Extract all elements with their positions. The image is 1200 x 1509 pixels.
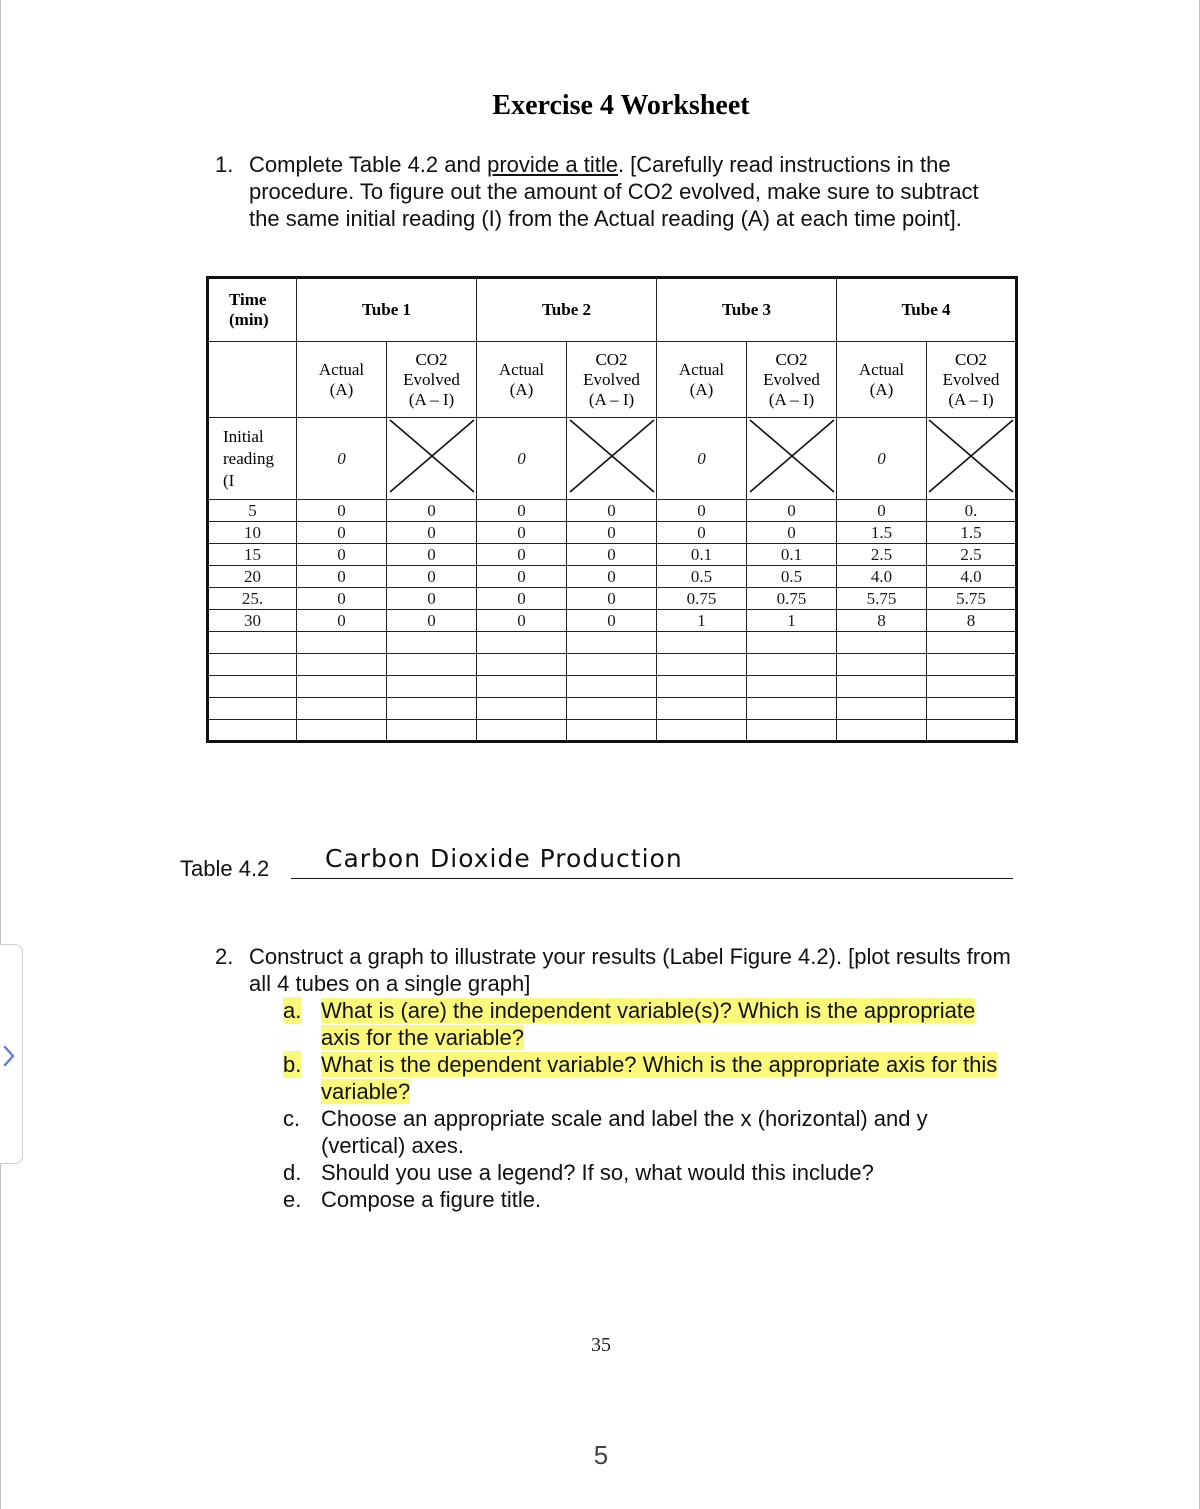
crossed-out-cell [387,418,477,500]
empty-cell [927,654,1017,676]
value-cell: 0 [567,544,657,566]
value-cell: 0 [297,500,387,522]
time-cell: 10 [208,522,297,544]
value-cell: 5.75 [837,588,927,610]
initial-value-cell: 0 [657,418,747,500]
value-cell: 0 [567,522,657,544]
initial-reading-label [208,418,297,500]
subquestion-letter: b. [283,1052,302,1077]
empty-table-row [208,720,1017,742]
value-cell: 0 [297,566,387,588]
empty-cell [927,698,1017,720]
empty-cell [208,720,297,742]
empty-cell [297,632,387,654]
co2-evolved-header [387,342,477,418]
value-cell: 0.5 [747,566,837,588]
actual-unit: (A) [509,379,534,399]
empty-cell [747,632,837,654]
subquestion-item [283,997,1003,1051]
co2-evolved-header [747,342,837,418]
empty-cell [927,632,1017,654]
empty-cell [477,654,567,676]
value-cell: 0 [657,500,747,522]
initial-label-line1: Initial [223,426,264,446]
empty-cell [297,676,387,698]
question-2-number: 2. [215,944,234,969]
table-row [208,522,1017,544]
value-cell: 0 [477,610,567,632]
value-cell: 0.1 [747,544,837,566]
empty-cell [837,632,927,654]
value-cell: 2.5 [837,544,927,566]
time-cell: 15 [208,544,297,566]
value-cell: 0 [477,544,567,566]
empty-cell [657,676,747,698]
tube-3-header: Tube 3 [657,278,837,342]
empty-cell [927,720,1017,742]
value-cell: 4.0 [927,566,1017,588]
table-row [208,544,1017,566]
question-1-underlined: provide a title [487,152,618,177]
empty-cell [837,720,927,742]
time-header-line2: (min) [229,310,269,329]
co2-label: CO2 [595,349,628,369]
cross-mark-icon [927,418,1015,494]
empty-cell [837,654,927,676]
value-cell: 0.75 [657,588,747,610]
side-panel-tab[interactable] [0,944,23,1164]
subquestion-item [283,1186,1003,1213]
value-cell: 0.1 [657,544,747,566]
data-table [206,276,1018,743]
actual-unit: (A) [329,379,354,399]
value-cell: 0 [477,522,567,544]
crossed-out-cell [927,418,1017,500]
column-header-row [208,342,1017,418]
evolved-label: Evolved [403,369,460,389]
empty-cell [477,676,567,698]
empty-cell [208,676,297,698]
value-cell: 0 [747,500,837,522]
value-cell: 0 [567,500,657,522]
value-cell: 0 [477,500,567,522]
value-cell: 0 [297,544,387,566]
tube-1-header: Tube 1 [297,278,477,342]
subquestion-item [283,1105,1003,1159]
empty-cell [657,698,747,720]
value-cell: 0 [657,522,747,544]
value-cell: 0 [567,588,657,610]
empty-cell [387,676,477,698]
page-number: 35 [591,1334,611,1356]
question-1-text [249,151,1015,232]
subquestion-item [283,1051,1003,1105]
value-cell: 0 [837,500,927,522]
footer-number: 5 [593,1440,609,1470]
subquestion-letter: e. [283,1187,302,1212]
empty-cell [387,632,477,654]
value-cell: 0 [747,522,837,544]
empty-table-row [208,698,1017,720]
actual-label: Actual [318,359,365,379]
empty-cell [297,720,387,742]
actual-header [837,342,927,418]
value-cell: 0. [927,500,1017,522]
question-1-number: 1. [215,152,234,177]
empty-table-row [208,654,1017,676]
co2-evolved-header [927,342,1017,418]
initial-label-line2: reading [223,448,274,468]
empty-cell [747,720,837,742]
value-cell: 0 [567,566,657,588]
value-cell: 2.5 [927,544,1017,566]
formula-label: (A – I) [408,389,455,409]
time-cell: 30 [208,610,297,632]
initial-label-line3: (I [223,470,235,490]
actual-unit: (A) [869,379,894,399]
empty-cell [657,720,747,742]
question-2-subitems [283,997,1003,1213]
time-cell: 25. [208,588,297,610]
tube-2-header: Tube 2 [477,278,657,342]
empty-cell [387,720,477,742]
co2-evolved-header [567,342,657,418]
subquestion-item [283,1159,1003,1186]
empty-cell [657,632,747,654]
value-cell: 0 [297,588,387,610]
table-row [208,588,1017,610]
time-cell: 20 [208,566,297,588]
evolved-label: Evolved [942,369,1000,389]
value-cell: 0 [477,566,567,588]
formula-label: (A – I) [948,389,994,409]
empty-cell [477,698,567,720]
value-cell: 8 [837,610,927,632]
cross-mark-icon [748,418,836,494]
tube-header-row [208,278,1017,342]
question-2 [215,943,1015,997]
subquestion-letter: a. [283,998,302,1023]
value-cell: 0.5 [657,566,747,588]
question-1-text-end: . [Carefully read instructions in the procedure. To figure out the amount of CO2 evolved, make sure to subtract the same initial reading (I) from the Actual reading (A) at each time point]. [249,152,979,231]
value-cell: 1 [747,610,837,632]
empty-cell [567,676,657,698]
question-1-text-start: Complete Table 4.2 and [249,152,488,177]
empty-table-row [208,676,1017,698]
empty-cell [657,654,747,676]
table-row [208,610,1017,632]
empty-cell [567,654,657,676]
actual-header [477,342,567,418]
page-title: Exercise 4 Worksheet [492,90,750,121]
co2-label: CO2 [954,349,988,369]
actual-header [657,342,747,418]
table-title-handwritten: Carbon Dioxide Production [325,844,683,873]
initial-value-cell: 0 [297,418,387,500]
evolved-label: Evolved [583,369,640,389]
crossed-out-cell [747,418,837,500]
time-cell: 5 [208,500,297,522]
empty-cell [208,632,297,654]
value-cell: 1 [657,610,747,632]
value-cell: 0 [297,522,387,544]
empty-cell [477,632,567,654]
empty-cell [837,698,927,720]
formula-label: (A – I) [768,389,815,409]
empty-cell [208,654,297,676]
blank-header-cell [208,342,297,418]
actual-header [297,342,387,418]
cross-mark-icon [388,418,476,494]
value-cell: 0 [387,500,477,522]
table-row [208,500,1017,522]
initial-reading-row [208,418,1017,500]
actual-unit: (A) [689,379,714,399]
time-header [208,278,297,342]
empty-cell [297,698,387,720]
tube-4-header: Tube 4 [837,278,1017,342]
empty-cell [387,654,477,676]
subquestion-text: Choose an appropriate scale and label the x (horizontal) and y (vertical) axes. [321,1106,928,1158]
value-cell: 0 [387,610,477,632]
value-cell: 0.75 [747,588,837,610]
crossed-out-cell [567,418,657,500]
empty-cell [747,654,837,676]
value-cell: 4.0 [837,566,927,588]
value-cell: 1.5 [927,522,1017,544]
value-cell: 0 [387,522,477,544]
empty-cell [927,676,1017,698]
empty-cell [747,698,837,720]
subquestion-letter: d. [283,1160,302,1185]
subquestion-text: What is the dependent variable? Which is the appropriate axis for this variable? [321,1052,998,1104]
empty-cell [837,676,927,698]
chevron-right-icon [2,1044,16,1068]
empty-cell [208,698,297,720]
actual-label: Actual [498,359,545,379]
formula-label: (A – I) [588,389,635,409]
actual-label: Actual [858,359,905,379]
subquestion-text: What is (are) the independent variable(s)? Which is the appropriate axis for the variable? [321,998,976,1050]
value-cell: 0 [477,588,567,610]
empty-cell [747,676,837,698]
empty-table-row [208,632,1017,654]
value-cell: 8 [927,610,1017,632]
table-title-line [291,878,1013,879]
subquestion-letter: c. [283,1106,301,1131]
time-header-line1: Time [229,290,267,309]
value-cell: 1.5 [837,522,927,544]
subquestion-text: Should you use a legend? If so, what would this include? [321,1160,874,1185]
cross-mark-icon [568,418,656,494]
subquestion-text: Compose a figure title. [321,1187,542,1212]
empty-cell [567,632,657,654]
value-cell: 0 [387,544,477,566]
table-row [208,566,1017,588]
value-cell: 0 [567,610,657,632]
question-1 [215,151,1015,232]
initial-value-cell: 0 [477,418,567,500]
empty-cell [297,654,387,676]
data-rows [208,500,1017,742]
empty-cell [567,698,657,720]
co2-label: CO2 [775,349,808,369]
value-cell: 0 [297,610,387,632]
table-label: Table 4.2 [180,856,270,881]
value-cell: 0 [387,566,477,588]
empty-cell [387,698,477,720]
empty-cell [477,720,567,742]
question-2-text: Construct a graph to illustrate your results (Label Figure 4.2). [plot results from all 4 tubes on a single graph] [249,944,1011,996]
value-cell: 5.75 [927,588,1017,610]
empty-cell [567,720,657,742]
co2-label: CO2 [415,349,448,369]
actual-label: Actual [678,359,725,379]
value-cell: 0 [387,588,477,610]
evolved-label: Evolved [763,369,820,389]
initial-value-cell: 0 [837,418,927,500]
